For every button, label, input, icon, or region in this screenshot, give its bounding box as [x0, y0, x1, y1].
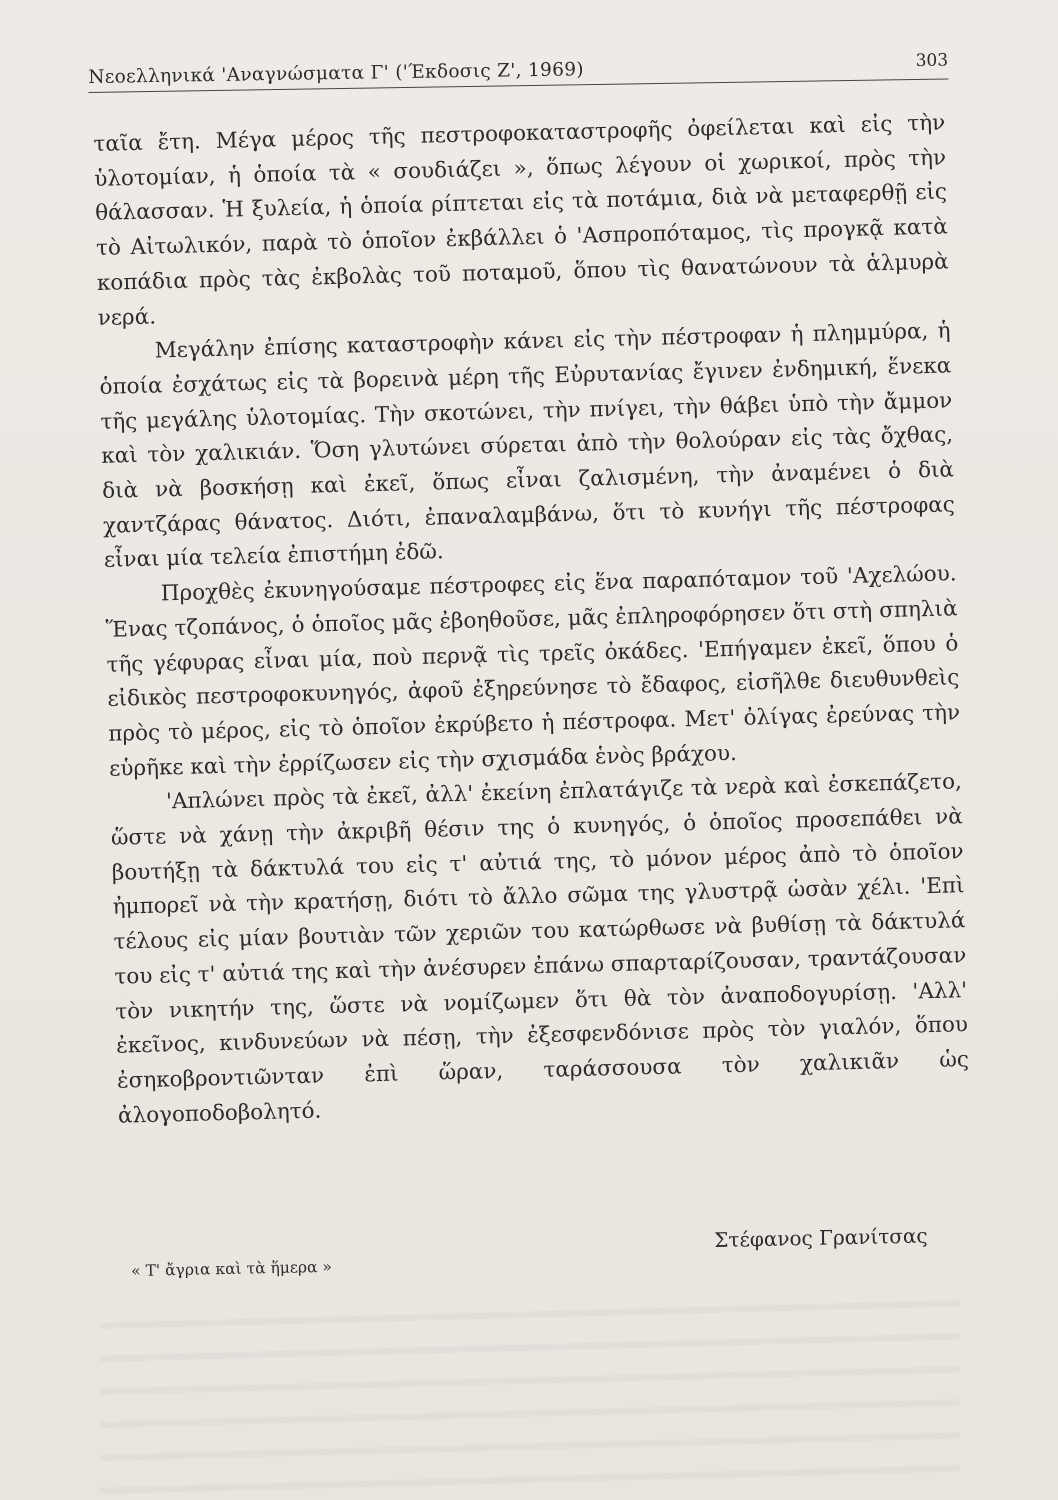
paragraph-4: 'Απλώνει πρὸς τὰ ἐκεῖ, ἀλλ' ἐκείνη ἐπλατάγιζε τὰ νερὰ καὶ ἐσκεπάζετο, ὥστε νὰ χάνῃ τὴν ἀκριβῆ θέσιν της ὁ κυνηγός, ὁ ὁποῖος προσεπάθει νὰ βουτήξῃ τὰ δάκτυλά του εἰς τ' αὐτιά της, τὸ μόνον μέρος ἀπὸ τὸ ὁποῖον ἠμπορεῖ νὰ τὴν κρατήσῃ, διότι τὸ ἄλλο σῶμα της γλυστρᾷ ὡσὰν χέλι. 'Επὶ τέλους εἰς μίαν βουτιὰν τῶν χεριῶν του κατώρθωσε νὰ βυθίσῃ τὰ δάκτυλά του εἰς τ' αὐτιά της καὶ τὴν ἀνέσυρεν ἐπάνω σπαρταρίζουσαν, τραντάζουσαν τὸν νικητήν της, ὥστε νὰ νομίζωμεν ὅτι θὰ τὸν ἀναποδογυρίσῃ. 'Αλλ' ἐκεῖνος, κινδυνεύων νὰ πέσῃ, τὴν ἐξεσφενδόνισε πρὸς τὸν γιαλόν, ὅπου ἐσηκοβροντιῶνταν ἐπὶ ὥραν, ταράσσουσα τὸν χαλικιᾶν ὡς ἀλογοποδοβολητό.: [110, 769, 970, 1129]
paragraph-3: Προχθὲς ἐκυνηγούσαμε πέστροφες εἰς ἕνα παραπόταμον τοῦ 'Αχελώου. Ἕνας τζοπάνος, ὁ ὁποῖος μᾶς ἐβοηθοῦσε, μᾶς ἐπληροφόρησεν ὅτι στὴ σπηλιὰ τῆς γέφυρας εἶναι μία, ποὺ περνᾷ τὶς τρεῖς ὀκάδες. 'Επήγαμεν ἐκεῖ, ὅπου ὁ εἰδικὸς πεστροφοκυνηγός, ἀφοῦ ἐξηρεύνησε τὸ ἔδαφος, εἰσῆλθε διευθυνθεὶς πρὸς τὸ μέρος, εἰς τὸ ὁποῖον ἐκρύβετο ἡ πέστροφα. Μετ' ὀλίγας ἐρεύνας τὴν εὑρῆκε καὶ τὴν ἐρρίζωσεν εἰς τὴν σχισμάδα ἑνὸς βράχου.: [105, 561, 961, 782]
paragraph-2: Μεγάλην ἐπίσης καταστροφὴν κάνει εἰς τὴν πέστροφαν ἡ πλημμύρα, ἡ ὁποία ἐσχάτως εἰς τὰ βορεινὰ μέρη τῆς Εὐρυτανίας ἔγινεν ἐνδημική, ἕνεκα τῆς μεγάλης ὑλοτομίας. Τὴν σκοτώνει, τὴν πνίγει, τὴν θάβει ὑπὸ τὴν ἄμμον καὶ τὸν χαλικιάν. Ὅση γλυτώνει σύρεται ἀπὸ τὴν θολούραν εἰς τὰς ὄχθας, διὰ νὰ βοσκήσῃ καὶ ἐκεῖ, ὅπως εἶναι ζαλισμένη, τὴν ἀναμένει ὁ διὰ χαντζάρας θάνατος. Διότι, ἐπαναλαμβάνω, ὅτι τὸ κυνήγι τῆς πέστροφας εἶναι μία τελεία ἐπιστήμη ἐδῶ.: [99, 318, 956, 574]
body-text: [93, 106, 970, 1134]
running-head: [88, 46, 948, 93]
running-head-title: Νεοελληνικά 'Αναγνώσματα Γ' ('Έκδοσις Ζ', 1969): [88, 59, 584, 88]
page-number: 303: [915, 50, 949, 71]
show-through-texture: [100, 1296, 960, 1496]
paragraph-1: ταῖα ἔτη. Μέγα μέρος τῆς πεστροφοκαταστροφῆς ὀφείλεται καὶ εἰς τὴν ὑλοτομίαν, ἡ ὁποία τὰ « σουδιάζει », ὅπως λέγουν οἱ χωρικοί, πρὸς τὴν θάλασσαν. Ἡ ξυλεία, ἡ ὁποία ρίπτεται εἰς τὰ ποτάμια, διὰ νὰ μεταφερθῇ εἰς τὸ Αἰτωλικόν, παρὰ τὸ ὁποῖον ἐκβάλλει ὁ 'Ασπροπόταμος, τὶς προγκᾷ κατὰ κοπάδια πρὸς τὰς ἐκβολὰς τοῦ ποταμοῦ, ὅπου τὶς θανατώνουν τὰ ἁλμυρὰ νερά.: [93, 110, 949, 331]
author-signature: Στέφανος Γρανίτσας: [714, 1223, 928, 1252]
source-citation: « Τ' ἄγρια καὶ τὰ ἥμερα »: [131, 1257, 333, 1280]
